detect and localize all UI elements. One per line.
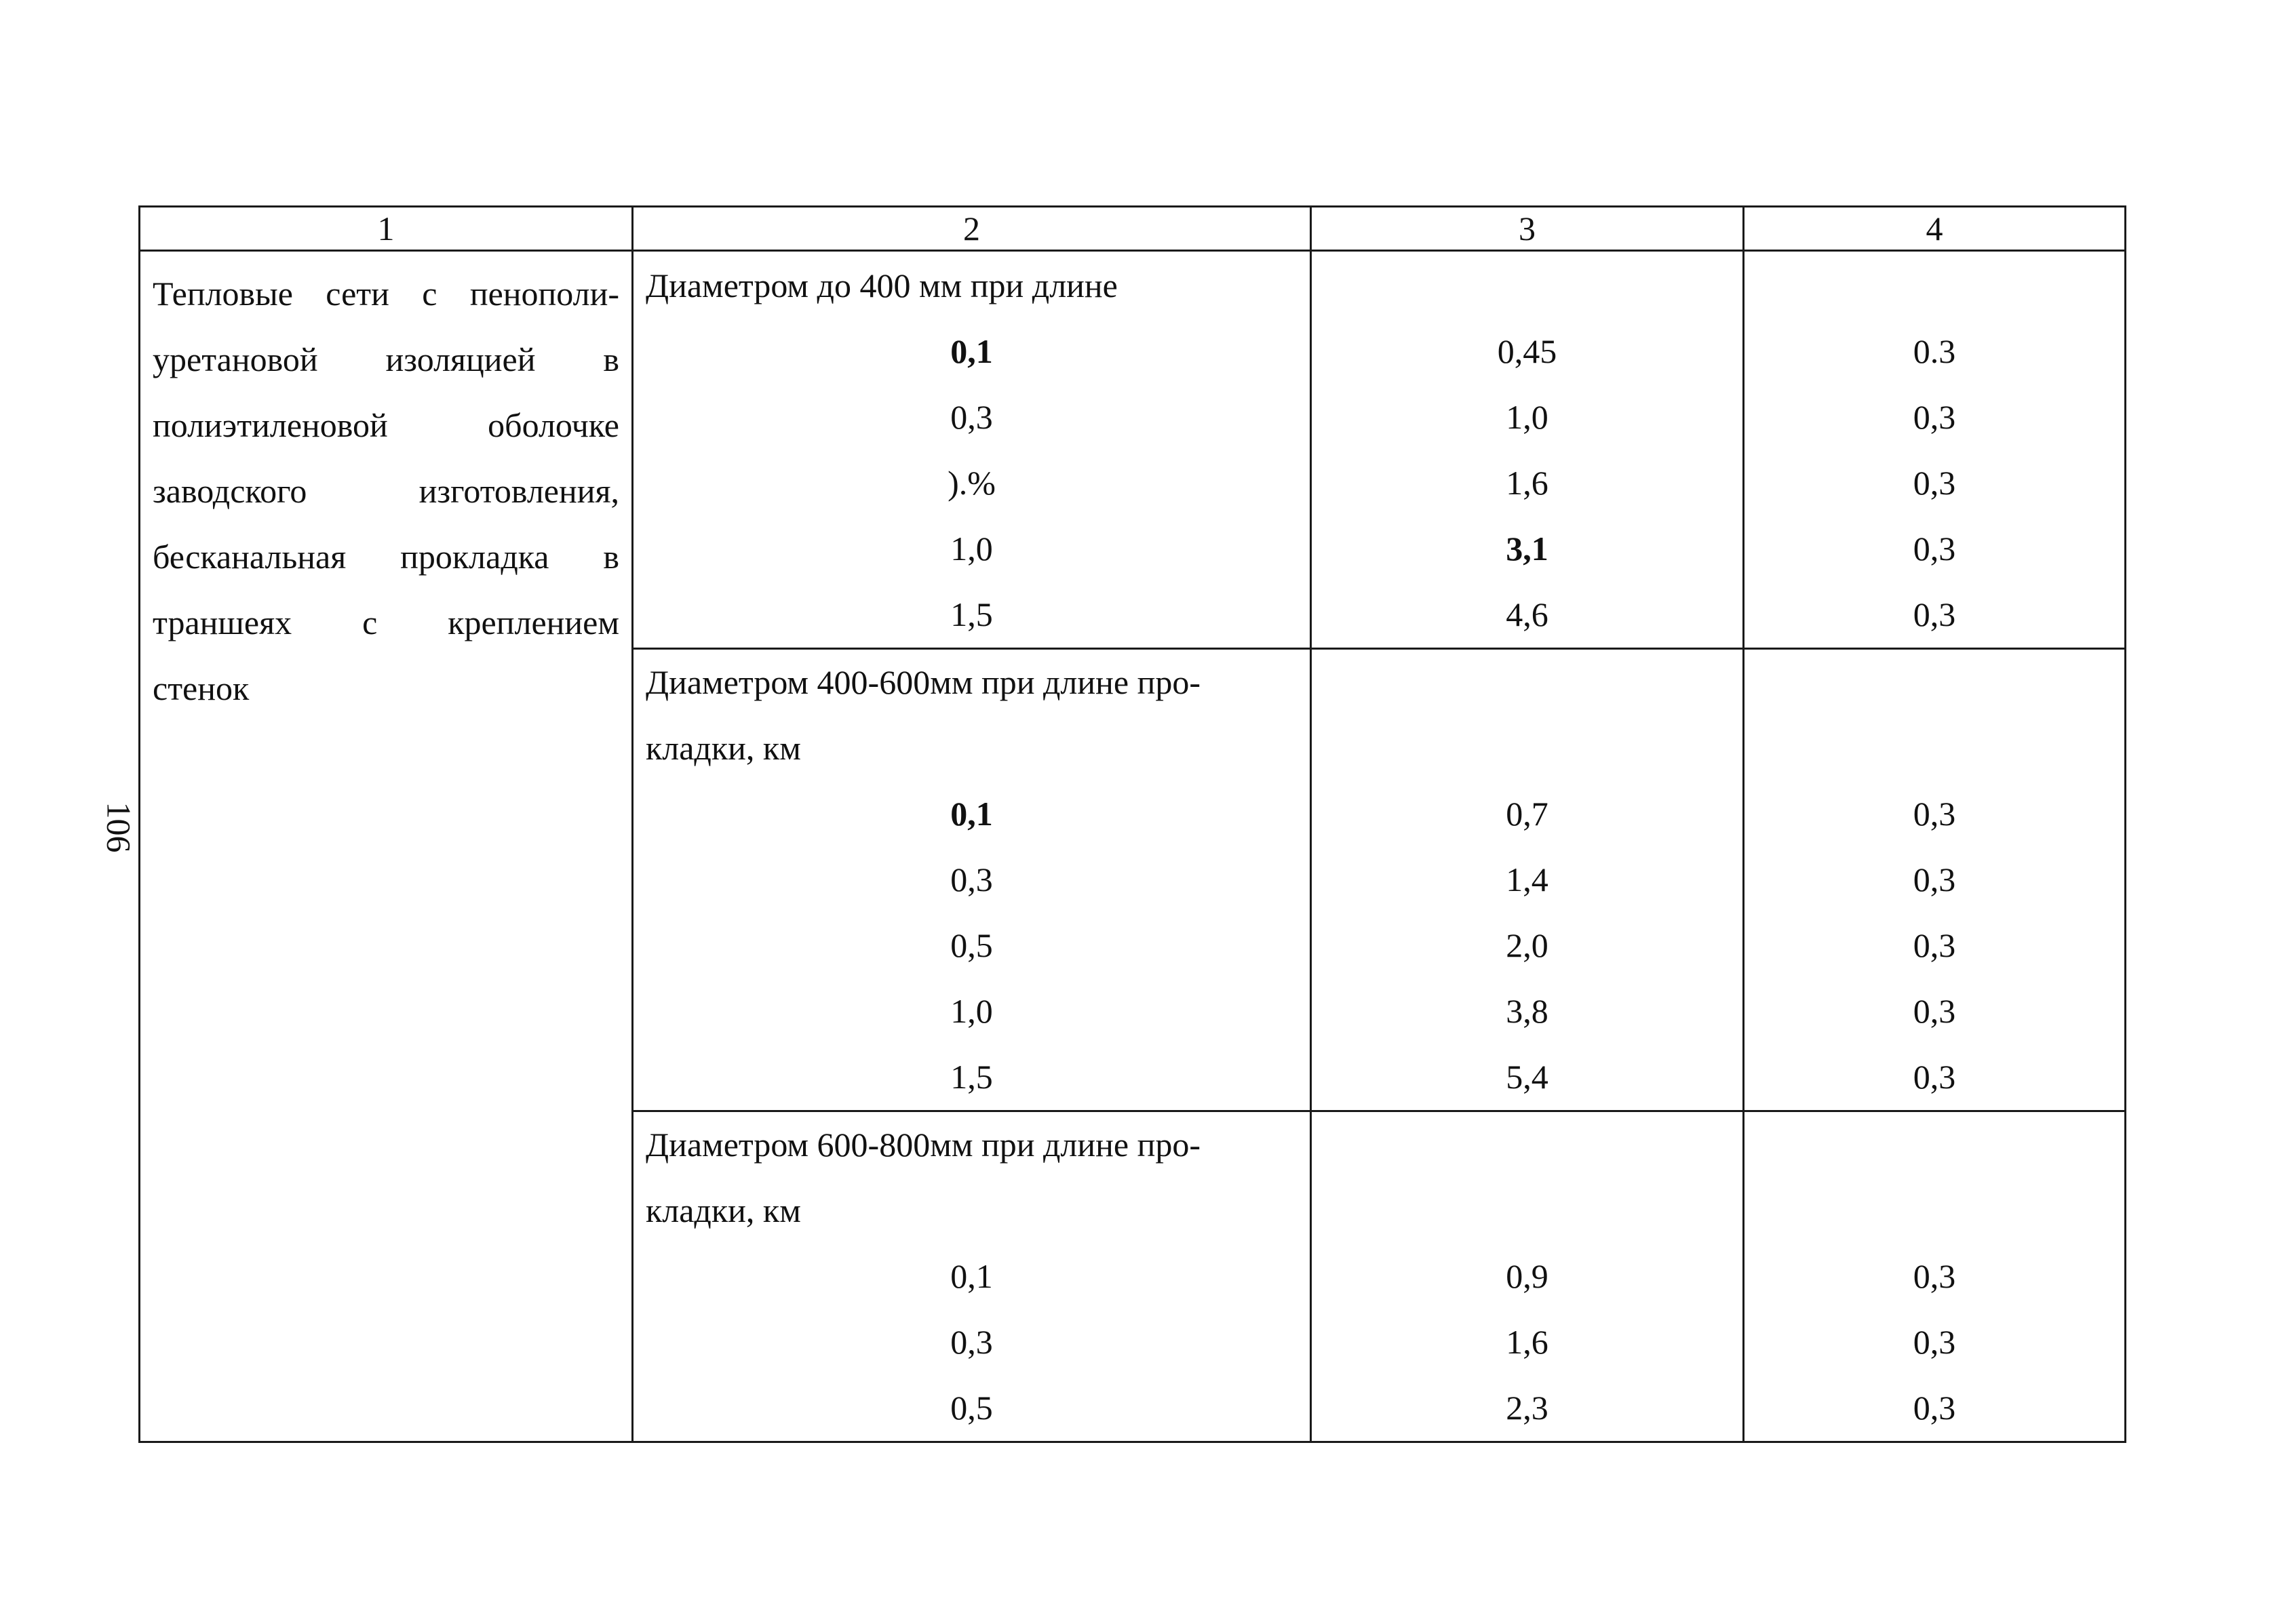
blank-line: [1324, 253, 1730, 319]
blank-line: [1757, 1112, 2112, 1178]
col4-value: 0,3: [1913, 992, 1956, 1030]
col3-value: 1,6: [1506, 464, 1548, 502]
col3-value: 1,0: [1506, 398, 1548, 436]
length-value: 1,0: [950, 992, 993, 1030]
col4-value: 0,3: [1913, 398, 1956, 436]
length-value: 0,1: [950, 795, 993, 833]
length-value: 0,3: [950, 398, 993, 436]
col4-value: 0,3: [1913, 1058, 1956, 1096]
description-line: Тепловые сети с пенополи-: [153, 275, 619, 313]
blank-line: [1757, 650, 2112, 715]
col3-value: 3,8: [1506, 992, 1548, 1030]
col4-value: 0,3: [1913, 860, 1956, 898]
blank-line: [1324, 1112, 1730, 1178]
col4-value: 0,3: [1913, 926, 1956, 964]
length-value: 0,1: [950, 332, 993, 370]
col3-value: 2,3: [1506, 1389, 1548, 1427]
col3-value: 0,45: [1497, 332, 1557, 370]
page-number: 106: [100, 801, 138, 853]
group-1-col-4: [1744, 251, 2126, 649]
description-cell: [140, 251, 633, 1442]
length-value: ).%: [948, 464, 996, 502]
col4-value: 0,3: [1913, 1389, 1956, 1427]
group-heading: кладки, км: [646, 1191, 801, 1229]
table-header-row: [140, 207, 2126, 251]
col3-value: 1,4: [1506, 860, 1548, 898]
description-line: заводского изготовления,: [153, 472, 619, 510]
header-col-4: 4: [1744, 207, 2126, 251]
group-heading: кладки, км: [646, 729, 801, 767]
header-col-3: 3: [1311, 207, 1744, 251]
col3-value: 3,1: [1506, 530, 1548, 568]
col4-value: 0,3: [1913, 1323, 1956, 1361]
group-3-col-4: [1744, 1111, 2126, 1442]
col3-value: 2,0: [1506, 926, 1548, 964]
header-col-1: 1: [140, 207, 633, 251]
blank-line: [1757, 715, 2112, 781]
length-value: 1,5: [950, 595, 993, 633]
group-heading: Диаметром до 400 мм при длине: [646, 266, 1118, 304]
col4-value: 0,3: [1913, 464, 1956, 502]
blank-line: [1324, 1178, 1730, 1244]
header-col-2: 2: [633, 207, 1311, 251]
group-heading: Диаметром 600-800мм при длине про-: [646, 1126, 1201, 1164]
col4-value: 0,3: [1913, 530, 1956, 568]
col4-value: 0.3: [1913, 332, 1956, 370]
blank-line: [1757, 253, 2112, 319]
col3-value: 4,6: [1506, 595, 1548, 633]
description-line: бесканальная прокладка в: [153, 538, 619, 576]
length-value: 1,5: [950, 1058, 993, 1096]
col3-value: 1,6: [1506, 1323, 1548, 1361]
description-line: траншеях с креплением: [153, 603, 619, 641]
group-3-col-3: [1311, 1111, 1744, 1442]
group-3-col-2: [633, 1111, 1311, 1442]
col4-value: 0,3: [1913, 595, 1956, 633]
group-2-col-3: [1311, 649, 1744, 1111]
data-table: [138, 205, 2126, 1443]
length-value: 1,0: [950, 530, 993, 568]
group-2-col-4: [1744, 649, 2126, 1111]
blank-line: [1757, 1178, 2112, 1244]
description-line: полиэтиленовой оболочке: [153, 406, 619, 444]
blank-line: [1324, 715, 1730, 781]
col3-value: 5,4: [1506, 1058, 1548, 1096]
length-value: 0,3: [950, 1323, 993, 1361]
length-value: 0,3: [950, 860, 993, 898]
description-line: уретановой изоляцией в: [153, 340, 619, 378]
length-value: 0,5: [950, 926, 993, 964]
group-2-col-2: [633, 649, 1311, 1111]
table-row: [140, 251, 2126, 649]
col4-value: 0,3: [1913, 1257, 1956, 1295]
blank-line: [1324, 650, 1730, 715]
length-value: 0,5: [950, 1389, 993, 1427]
col3-value: 0,9: [1506, 1257, 1548, 1295]
length-value: 0,1: [950, 1257, 993, 1295]
group-1-col-3: [1311, 251, 1744, 649]
col3-value: 0,7: [1506, 795, 1548, 833]
col4-value: 0,3: [1913, 795, 1956, 833]
group-1-col-2: [633, 251, 1311, 649]
description-line: стенок: [153, 669, 250, 707]
group-heading: Диаметром 400-600мм при длине про-: [646, 663, 1201, 701]
